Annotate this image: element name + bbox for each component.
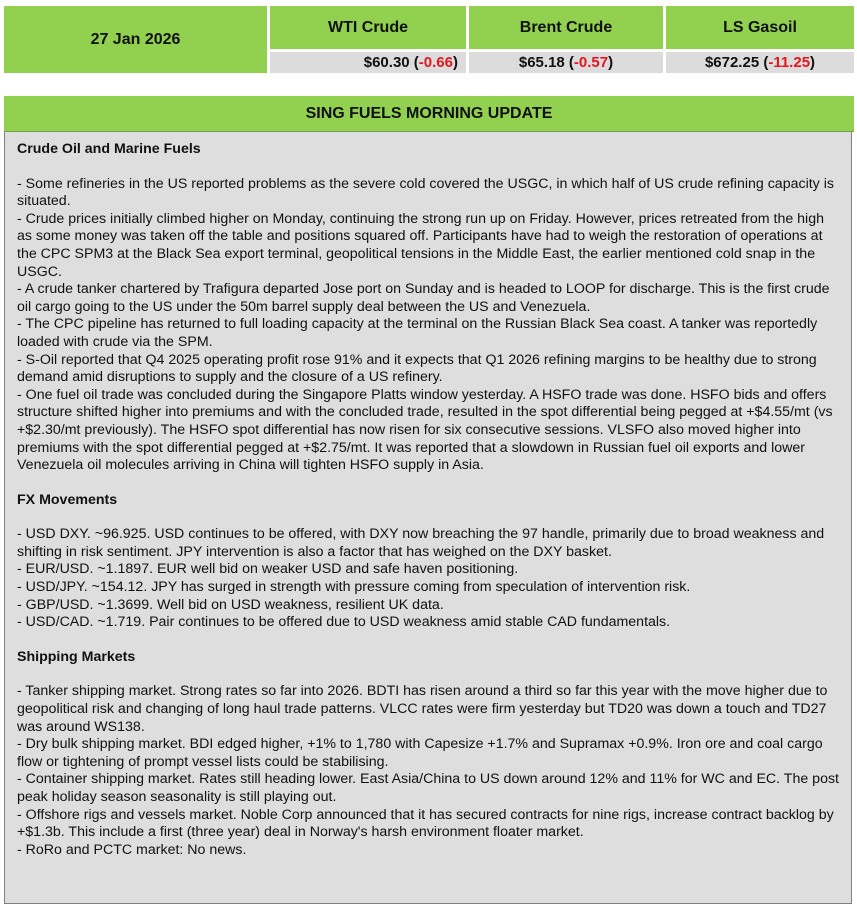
report-date: 27 Jan 2026: [4, 6, 267, 73]
report-body: [4, 132, 852, 904]
price-label: LS Gasoil: [666, 6, 854, 49]
news-item: - One fuel oil trade was concluded during the Singapore Platts window yesterday. A HSFO trade was done. HSFO bids and offers structure shifted higher into premiums and with the concluded trade, resulted in the spot differential being pegged at +$4.55/mt (vs +$2.30/mt previously). The HSFO spot differential has now risen for six consecutive sessions. VLSFO also moved higher into premiums with the spot differential pegged at +$2.75/mt. It was reported that a slowdown in Russian fuel oil exports and lower Venezuela oil molecules arriving in China will tighten HSFO supply in Asia.: [17, 386, 833, 474]
price-close-paren: ): [453, 54, 458, 71]
price-amount: $65.18 (: [518, 54, 574, 71]
news-item: - USD/CAD. ~1.719. Pair continues to be offered due to USD weakness amid stable CAD fundamentals.: [17, 614, 671, 631]
price-value: [666, 52, 854, 73]
news-item: - GBP/USD. ~1.3699. Well bid on USD weakness, resilient UK data.: [17, 596, 444, 613]
price-column-brent: [469, 6, 663, 73]
section-title: Crude Oil and Marine Fuels: [17, 141, 201, 157]
news-item: - A crude tanker chartered by Trafigura departed Jose port on Sunday and is headed to LOOP for discharge. This is the first crude oil cargo going to the US under the 50m barrel supply deal between the US and Venezuela.: [17, 281, 830, 315]
news-item: - Crude prices initially climbed higher on Monday, continuing the strong run up on Friday. However, prices retreated from the high as some money was taken off the table and positions squared off. Participants have had to weigh the restoration of operations at the CPC SPM3 at the Black Sea export terminal, geopolitical tensions in the Middle East, the earlier mentioned cold snap in the USGC.: [17, 210, 824, 280]
news-item: - The CPC pipeline has returned to full loading capacity at the terminal on the Russian Black Sea coast. A tanker was reportedly loaded with crude via the SPM.: [17, 316, 818, 350]
price-label: WTI Crude: [270, 6, 466, 49]
price-amount: $60.30 (: [363, 54, 419, 71]
news-item: - Offshore rigs and vessels market. Noble Corp announced that it has secured contracts for nine rigs, increase contract backlog by +$1.3b. This include a first (three year) deal in Norway's harsh environment floater market.: [17, 806, 834, 841]
news-item: - Some refineries in the US reported problems as the severe cold covered the USGC, in which half of US crude refining capacity is situated.: [17, 175, 834, 210]
section-shipping: [17, 649, 841, 860]
price-change: -11.25: [768, 54, 811, 71]
news-item: - Tanker shipping market. Strong rates so far into 2026. BDTI has risen around a third so far this year with the move higher due to geopolitical risk and changing of long haul trade patterns. VLCC rates were firm yesterday but TD20 was down a touch and TD27 was around WS138.: [17, 683, 828, 735]
price-change: -0.57: [573, 54, 609, 71]
news-item: - Dry bulk shipping market. BDI edged higher, +1% to 1,780 with Capesize +1.7% and Supramax +0.9%. Iron ore and coal cargo flow or tightening of prompt vessel lists could be stabilising.: [17, 736, 823, 770]
section-title: Shipping Markets: [17, 648, 136, 665]
price-label: Brent Crude: [469, 6, 663, 49]
report-title: SING FUELS MORNING UPDATE: [4, 96, 854, 132]
section-fx: [17, 492, 841, 632]
price-column-gasoil: [666, 6, 854, 73]
price-value: [270, 52, 466, 73]
price-close-paren: ): [608, 54, 614, 71]
news-item: - RoRo and PCTC market: No news.: [17, 841, 247, 858]
price-summary-table: [4, 6, 854, 74]
price-amount: $672.25 (: [704, 54, 769, 71]
news-item: - USD/JPY. ~154.12. JPY has surged in strength with pressure coming from speculation of intervention risk.: [17, 579, 691, 596]
news-item: - Container shipping market. Rates still heading lower. East Asia/China to US down around 12% and 11% for WC and EC. The post peak holiday season seasonality is still playing out.: [17, 771, 839, 805]
price-column-wti: [270, 6, 466, 73]
price-value: [469, 52, 663, 73]
news-item: - EUR/USD. ~1.1897. EUR well bid on weaker USD and safe haven positioning.: [17, 561, 519, 578]
news-item: - USD DXY. ~96.925. USD continues to be offered, with DXY now breaching the 97 handle, primarily due to broad weakness and shifting in risk sentiment. JPY intervention is also a factor that has weighed on the DXY basket.: [17, 526, 825, 560]
price-close-paren: ): [810, 54, 816, 71]
section-crude-oil: [17, 141, 841, 475]
section-title: FX Movements: [17, 491, 118, 508]
news-item: - S-Oil reported that Q4 2025 operating profit rose 91% and it expects that Q1 2026 refining margins to be healthy due to strong demand amid disruptions to supply and the closure of a US refinery.: [17, 351, 817, 386]
price-change: -0.66: [418, 54, 453, 71]
